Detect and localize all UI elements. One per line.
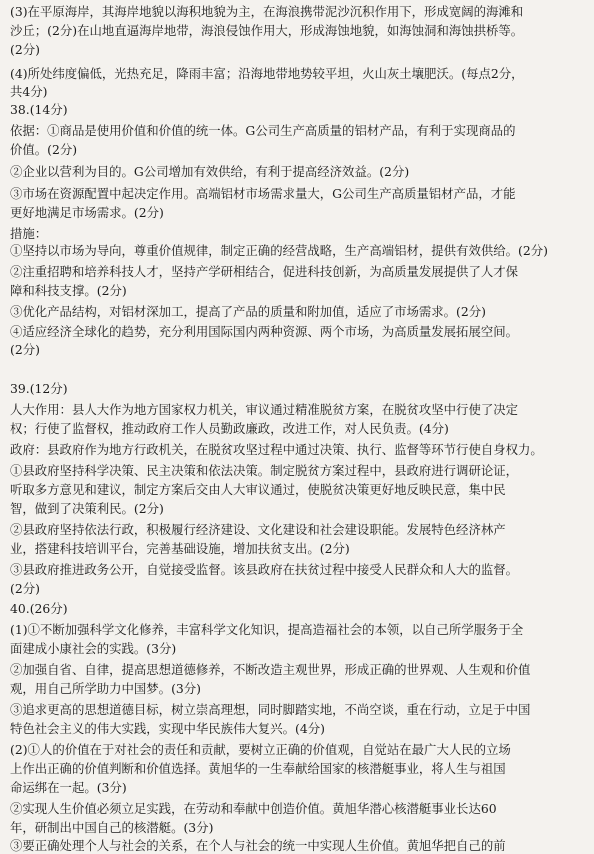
text-line: 特色社会主义的伟大实践，实现中华民族伟大复兴。(4分) xyxy=(10,721,325,736)
text-line: 沙丘；(2分)在山地直逼海岸地带，海浪侵蚀作用大，形成海蚀地貌，如海蚀洞和海蚀拱桥等。 xyxy=(10,23,524,38)
text-line: 障和科技支撑。(2分) xyxy=(10,283,127,298)
text-line: 人大作用：县人大作为地方国家权力机关，审议通过精准脱贫方案，在脱贫攻坚中行使了决定 xyxy=(10,402,519,417)
text-line: ③要正确处理个人与社会的关系，在个人与社会的统一中实现人生价值。黄旭华把自己的前 xyxy=(10,838,506,853)
text-line: (4)所处纬度偏低，光热充足，降雨丰富；沿海地带地势较平坦，火山灰土壤肥沃。(每点2分， xyxy=(10,66,524,81)
text-line: ③优化产品结构，对铝材深加工，提高了产品的质量和附加值，适应了市场需求。(2分) xyxy=(10,304,487,319)
text-line: (3)在平原海岸，其海岸地貌以海积地貌为主，在海浪携带泥沙沉积作用下，形成宽阔的海滩和 xyxy=(10,4,524,19)
text-line: 观，用自己所学助力中国梦。(3分) xyxy=(10,681,202,696)
text-line: 依据：①商品是使用价值和价值的统一体。G公司生产高质量的铝材产品，有利于实现商品的 xyxy=(10,123,516,138)
text-line: 年，研制出中国自己的核潜艇。(3分) xyxy=(10,820,214,835)
text-line: (2)①人的价值在于对社会的责任和贡献，要树立正确的价值观，自觉站在最广大人民的立场 xyxy=(10,742,511,757)
text-line: ④适应经济全球化的趋势，充分利用国际国内两种资源、两个市场，为高质量发展拓展空间。 xyxy=(10,324,519,339)
text-line: ③追求更高的思想道德目标，树立崇高理想，同时脚踏实地，不尚空谈，重在行动，立足于中国 xyxy=(10,702,531,717)
text-line: 权；行使了监督权，推动政府工作人员勤政廉政，改进工作，对人民负责。(4分) xyxy=(10,421,449,436)
text-line: (2分) xyxy=(10,581,40,596)
text-line: ①坚持以市场为导向，尊重价值规律，制定正确的经营战略，生产高端铝材，提供有效供给。(2分) xyxy=(10,243,548,258)
text-line: ③市场在资源配置中起决定作用。高端铝材市场需求量大，G公司生产高质量铝材产品，才能 xyxy=(10,186,516,201)
text-line: 面建成小康社会的实践。(3分) xyxy=(10,641,177,656)
text-line: (2分) xyxy=(10,42,40,57)
text-line: 更好地满足市场需求。(2分) xyxy=(10,205,164,220)
text-line: ③县政府推进政务公开，自觉接受监督。该县政府在扶贫过程中接受人民群众和人大的监督。 xyxy=(10,562,519,577)
text-line: ②实现人生价值必须立足实践，在劳动和奉献中创造价值。黄旭华潜心核潜艇事业长达60 xyxy=(10,801,497,816)
text-line: ②注重招聘和培养科技人才，坚持产学研相结合，促进科技创新，为高质量发展提供了人才保 xyxy=(10,264,519,279)
text-line: (1)①不断加强科学文化修养，丰富科学文化知识，提高造福社会的本领，以自己所学服务于全 xyxy=(10,622,524,637)
text-line: ②加强自省、自律，提高思想道德修养，不断改造主观世界，形成正确的世界观、人生观和价值 xyxy=(10,662,531,677)
text-line: 命运绑在一起。(3分) xyxy=(10,780,127,795)
text-line: 业，搭建科技培训平台，完善基础设施，增加扶贫支出。(2分) xyxy=(10,541,350,556)
text-line: 上作出正确的价值判断和价值选择。黄旭华的一生奉献给国家的核潜艇事业，将人生与祖国 xyxy=(10,761,506,776)
question-heading: 38.(14分) xyxy=(10,102,68,117)
text-line: ②县政府坚持依法行政，积极履行经济建设、文化建设和社会建设职能。发展特色经济林产 xyxy=(10,522,506,537)
text-line: 智，做到了决策利民。(2分) xyxy=(10,501,164,516)
text-line: ①县政府坚持科学决策、民主决策和依法决策。制定脱贫方案过程中，县政府进行调研论证， xyxy=(10,463,519,478)
text-line: 价值。(2分) xyxy=(10,142,78,157)
question-heading: 39.(12分) xyxy=(10,381,68,396)
text-line: (2分) xyxy=(10,342,40,357)
text-line: 政府：县政府作为地方行政机关，在脱贫攻坚过程中通过决策、执行、监督等环节行使自身权力。 xyxy=(10,442,543,457)
text-line: 措施： xyxy=(10,226,48,241)
question-heading: 40.(26分) xyxy=(10,601,68,616)
text-line: ②企业以营利为目的。G公司增加有效供给，有利于提高经济效益。(2分) xyxy=(10,164,410,179)
text-line: 共4分) xyxy=(10,84,48,99)
text-line: 听取多方意见和建议，制定方案后交由人大审议通过，使脱贫决策更好地反映民意，集中民 xyxy=(10,482,506,497)
